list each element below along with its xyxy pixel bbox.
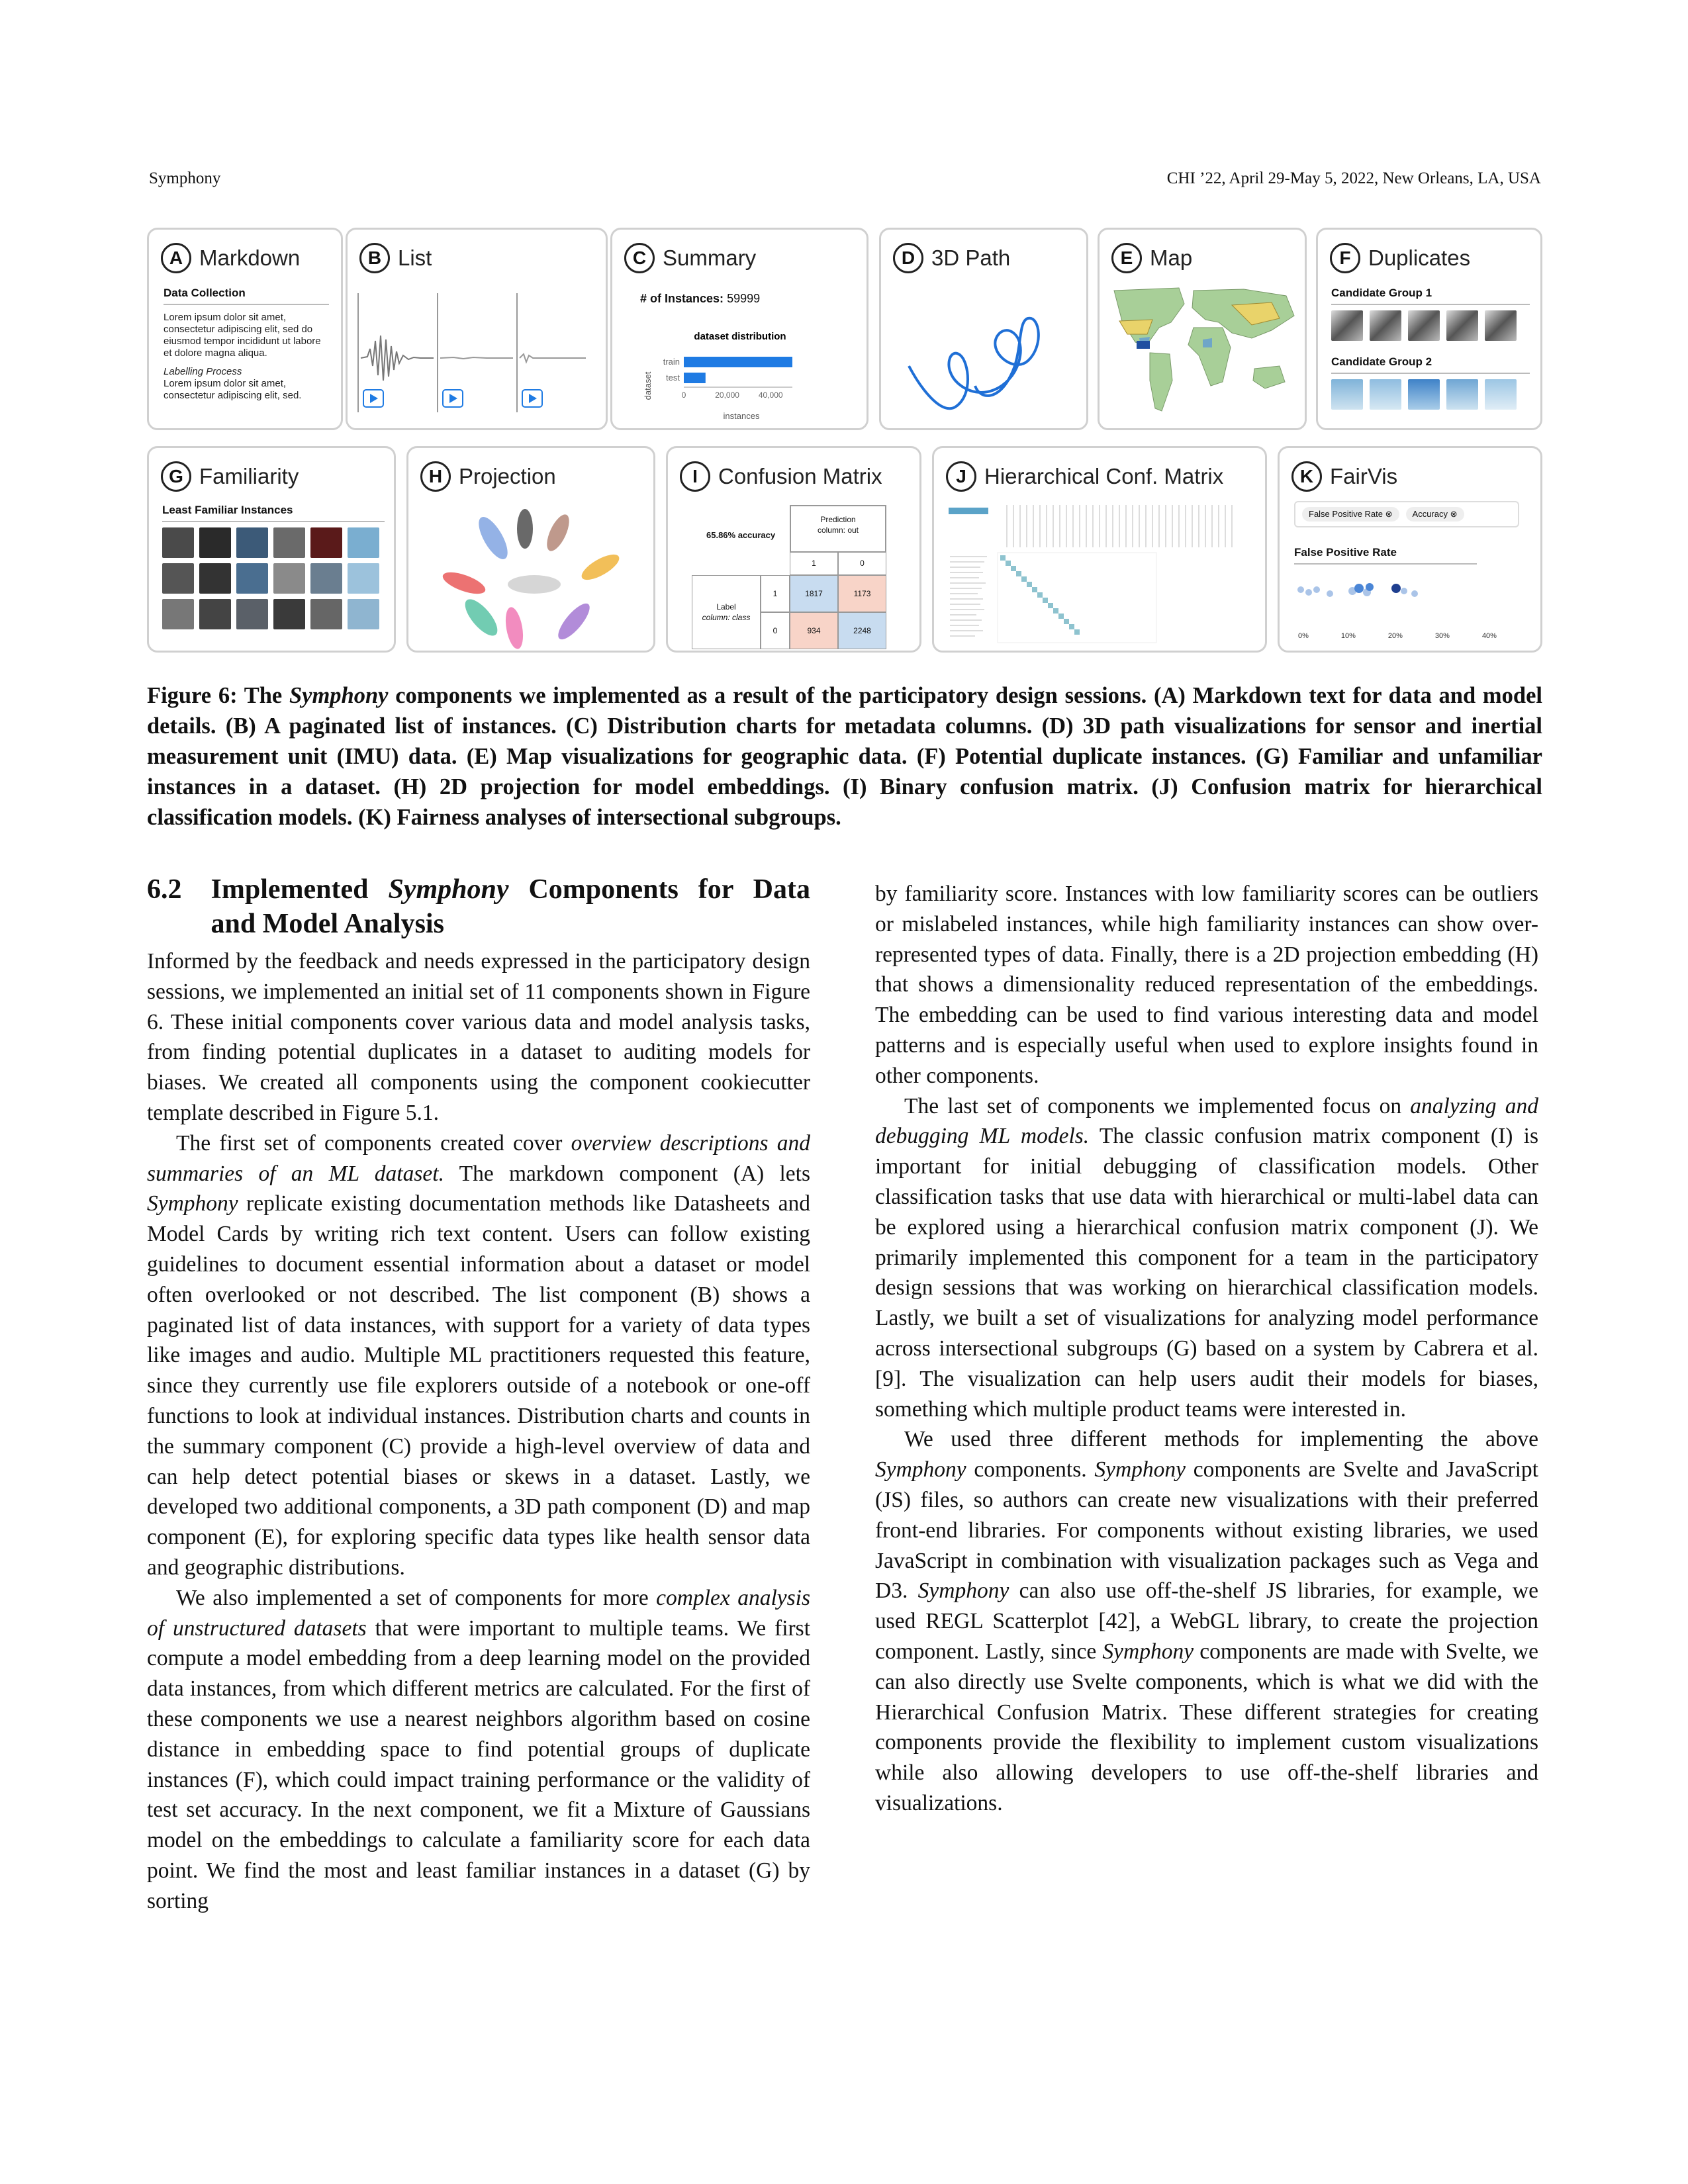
card-title: Map [1150, 246, 1193, 270]
tick-label: 40% [1481, 632, 1497, 640]
paragraph [147, 1128, 810, 1583]
text-italic: complex analysis of unstructured datasets [147, 1585, 810, 1641]
chip-false-positive-rate[interactable] [1302, 507, 1399, 522]
text: that were important to multiple teams. We first compute a model embedding from a deep learning model on the provided data instances, from which different metrics are calculated. For the first of these components we use a nearest neighbors algorithm based on cosine distance in embedding space to find potential groups of duplicate instances (F), which could impact training performance or the validity of test set accuracy. In the next component, we fit a Mixture of Gaussians model on the embeddings to calculate a familiarity score for each data point. We find the most and least familiar instances in a dataset (G) by sorting [147, 1615, 811, 1913]
duplicate-thumb[interactable] [1408, 310, 1440, 341]
play-icon[interactable] [443, 390, 463, 407]
world-map [1106, 281, 1305, 420]
category-label: test [666, 373, 680, 383]
text: components. [966, 1457, 1095, 1482]
text: We also implemented a set of components for more [176, 1585, 657, 1610]
card-title: FairVis [1330, 464, 1398, 488]
instance-thumb[interactable] [310, 563, 342, 594]
text-italic: Symphony [875, 1457, 966, 1482]
card-letter: J [946, 461, 976, 492]
instance-thumb[interactable] [273, 599, 305, 629]
instance-thumb[interactable] [236, 599, 268, 629]
waveform-3 [520, 354, 586, 362]
paragraph [147, 1583, 810, 1917]
instance-thumb[interactable] [162, 599, 194, 629]
card-duplicates [1316, 228, 1542, 430]
text: replicate existing documentation methods like Datasheets and Model Cards by writing rich text content. Users can follow existing guidelines to document essential information about a dataset or model often overlooked or not described. The list component (B) shows a paginated list of data instances, with support for a variety of data types like images and audio. Multiple ML practitioners requested this feature, since they currently use file explorers outside of a notebook or one-off functions to look at individual instances. Distribution charts and counts in the summary component (C) provide a high-level overview of data and can help detect potential biases or skews in a dataset. Lastly, we developed two additional components, a 3D path component (D) and map component (E), for exploring specific data types like health sensor data and geographic distributions. [147, 1191, 810, 1580]
label-column: column: class [702, 613, 751, 622]
waveform-2 [440, 357, 513, 359]
cell-1-1[interactable]: 1817 [790, 575, 838, 612]
row-headers [761, 575, 790, 649]
running-header-left: Symphony [149, 169, 221, 187]
card-letter: A [161, 243, 191, 273]
card-summary [610, 228, 868, 430]
duplicate-thumb[interactable] [1331, 379, 1363, 410]
duplicate-thumb[interactable] [1446, 379, 1478, 410]
instances-value: 59999 [727, 292, 761, 305]
card-markdown [147, 228, 343, 430]
card-letter: F [1330, 243, 1360, 273]
chart-title: dataset distribution [694, 331, 786, 342]
card-hierarchical-matrix [932, 446, 1267, 653]
play-icon[interactable] [363, 390, 383, 407]
label-header [692, 575, 761, 649]
prediction-header [790, 505, 886, 553]
card-letter: D [893, 243, 923, 273]
instance-thumb[interactable] [199, 599, 231, 629]
card-projection [406, 446, 655, 653]
text: can also use off-the-shelf JS libraries, for example, we used REGL Scatterplot [42], a WebGL library, to create the projection component. Lastly, since [875, 1578, 1538, 1664]
tick-label: 30% [1434, 632, 1450, 640]
text: The markdown component (A) lets [444, 1161, 810, 1186]
section-title-a: Implemented [211, 874, 389, 905]
paragraph: by familiarity score. Instances with low familiarity scores can be outliers or mislabeled instances, while high familiarity instances can show over-represented types of data. Finally, there is a 2D projection embedding (H) that shows a dimensionality reduced representation of the embeddings. The embedding can be used to find various interesting data and model patterns and is especially useful when used to explore insights found in other components. [875, 882, 1538, 1088]
card-fairvis [1278, 446, 1542, 653]
col-header-1: 1 [790, 551, 838, 575]
x-tick-label: 0 [681, 390, 686, 400]
text: We used three different methods for implementing the above [904, 1427, 1538, 1452]
instance-thumb[interactable] [273, 563, 305, 594]
chip-accuracy[interactable] [1406, 507, 1464, 522]
map-highlight [1137, 341, 1150, 349]
label-label: Label [716, 602, 736, 612]
duplicate-thumb[interactable] [1408, 379, 1440, 410]
tick-label: 10% [1340, 632, 1356, 640]
duplicate-thumb[interactable] [1485, 379, 1517, 410]
instance-thumb[interactable] [162, 527, 194, 558]
tick-label: 20% [1387, 632, 1403, 640]
figure-caption [147, 680, 1542, 833]
duplicate-thumb[interactable] [1485, 310, 1517, 341]
row-header-1: 1 [761, 575, 790, 612]
duplicate-thumb[interactable] [1331, 310, 1363, 341]
card-title: Confusion Matrix [718, 464, 882, 488]
markdown-subhead: Labelling Process [164, 366, 242, 377]
right-column [875, 879, 1538, 1819]
bar-train[interactable] [684, 357, 792, 367]
section-title [211, 872, 811, 941]
duplicate-thumb[interactable] [1370, 310, 1401, 341]
group-1-thumbs [1331, 310, 1530, 341]
3d-path-plot [881, 289, 1086, 428]
markdown-body: Lorem ipsum dolor sit amet, consectetur adipiscing elit, sed do eiusmod tempor incididunt ut labore et dolore magna aliqua. [164, 312, 321, 359]
text: components are made with Svelte, we can also directly use Svelte components, which is what we did with the Hierarchical Confusion Matrix. These different strategies for creating components provide the flexibility to implement custom visualizations while also allowing developers to use off-the-shelf libraries and visualizations. [875, 1639, 1538, 1815]
paragraph [875, 1424, 1538, 1818]
instance-thumb[interactable] [236, 527, 268, 558]
text: The first set of components created cover [176, 1130, 571, 1156]
summary-bar-chart [612, 329, 868, 422]
text-italic: Symphony [1094, 1457, 1186, 1482]
metric-selector[interactable] [1294, 501, 1519, 527]
instance-thumb[interactable] [236, 563, 268, 594]
metric-heading: False Positive Rate [1294, 546, 1397, 559]
accuracy-label: 65.86% accuracy [706, 530, 776, 540]
instance-thumb[interactable] [162, 563, 194, 594]
duplicate-thumb[interactable] [1370, 379, 1401, 410]
instance-thumb[interactable] [348, 527, 379, 558]
chip-label: False Positive Rate [1309, 509, 1383, 519]
card-title: List [398, 246, 432, 270]
x-tick-label: 20,000 [715, 390, 739, 400]
card-letter: H [420, 461, 451, 492]
card-title: Summary [663, 246, 757, 270]
cell-0-0[interactable]: 2248 [838, 612, 886, 649]
card-title: Duplicates [1368, 246, 1471, 270]
card-title: Projection [459, 464, 556, 488]
text: The classic confusion matrix component (I) is important for initial debugging of classification models. Other classification tasks that use data with hierarchical or multi-label data can be explored using a hierarchical confusion matrix component (J). We primarily implemented this component for a team in the participatory design sessions that was working on hierarchical classification models. Lastly, we built a set of visualizations for analyzing model performance across intersectional subgroups (G) based on a system by Cabrera et al. [9]. The visualization can help users audit their models for biases, something which multiple product teams were interested in. [875, 1124, 1538, 1422]
card-3d-path [879, 228, 1088, 430]
markdown-heading: Data Collection [164, 287, 246, 299]
figure-6 [147, 228, 1542, 658]
cell-0-1[interactable]: 934 [790, 612, 838, 649]
card-title: Hierarchical Conf. Matrix [984, 464, 1224, 488]
tick-label: 0% [1298, 632, 1309, 640]
text-italic: Symphony [1102, 1639, 1194, 1664]
prediction-column: column: out [817, 525, 859, 535]
section-heading [147, 872, 810, 941]
x-tick-label: 40,000 [758, 390, 783, 400]
card-title: Markdown [199, 246, 301, 270]
duplicate-thumb[interactable] [1446, 310, 1478, 341]
fairvis-strip [1286, 580, 1542, 620]
instance-thumb[interactable] [199, 527, 231, 558]
paragraph: Informed by the feedback and needs expressed in the participatory design sessions, we implemented an initial set of 11 components shown in Figure 6. These initial components cover various data and model analysis tasks, from finding potential duplicates in a dataset to auditing models for biases. We created all components using the component cookiecutter template described in Figure 5.1. [147, 949, 810, 1125]
card-map [1098, 228, 1307, 430]
instances-label: # of Instances: [640, 292, 724, 305]
card-letter: C [624, 243, 655, 273]
col-header-0: 0 [838, 551, 886, 575]
text-italic: Symphony [917, 1578, 1009, 1604]
familiarity-heading: Least Familiar Instances [162, 504, 293, 516]
chart-x-label: instances [723, 411, 760, 421]
text-italic: analyzing and debugging ML models. [875, 1093, 1538, 1149]
text: The last set of components we implemented focus on [904, 1093, 1411, 1118]
group-2-label: Candidate Group 2 [1331, 355, 1432, 368]
waveform-1 [361, 336, 434, 381]
card-letter: B [359, 243, 390, 273]
familiarity-grid [162, 527, 385, 629]
prediction-label: Prediction [820, 515, 856, 524]
caption-lead: Figure 6: The [147, 683, 289, 708]
caption-symphony: Symphony [289, 683, 389, 708]
close-icon[interactable]: ⊗ [1385, 509, 1393, 519]
text: components are Svelte and JavaScript (JS) files, so authors can create new visualizations with their preferred front-end libraries. For components without existing libraries, we used JavaScript in combination with visualization packages such as Vega and D3. [875, 1457, 1538, 1604]
card-letter: I [680, 461, 710, 492]
card-title: Familiarity [199, 464, 299, 488]
cell-1-0[interactable]: 1173 [838, 575, 886, 612]
caption-text: components we implemented as a result of the participatory design sessions. (A) Markdown text for data and model details. (B) A paginated list of instances. (C) Distribution charts for metadata columns. (D) 3D path visualizations for sensor and inertial measurement unit (IMU) data. (E) Map visualizations for geographic data. (F) Potential duplicate instances. (G) Familiar and unfamiliar instances in a dataset. (H) 2D projection for model embeddings. (I) Binary confusion matrix. (J) Confusion matrix for hierarchical classification models. (K) Fairness analyses of intersectional subgroups. [147, 683, 1542, 830]
card-list [346, 228, 608, 430]
instance-thumb[interactable] [273, 527, 305, 558]
card-familiarity [147, 446, 396, 653]
confusion-grid [790, 551, 886, 649]
text-italic: overview descriptions and summaries of an ML dataset. [147, 1130, 811, 1186]
card-letter: K [1291, 461, 1322, 492]
bar-test[interactable] [684, 373, 706, 383]
play-icon[interactable] [522, 390, 542, 407]
fairvis-axis [1298, 632, 1497, 640]
instance-thumb[interactable] [348, 563, 379, 594]
instance-thumb[interactable] [310, 527, 342, 558]
running-header-right: CHI ’22, April 29-May 5, 2022, New Orleans, LA, USA [1166, 169, 1541, 187]
instance-thumb[interactable] [310, 599, 342, 629]
card-letter: G [161, 461, 191, 492]
instance-thumb[interactable] [199, 563, 231, 594]
section-title-b: Components for Data and Model Analysis [211, 874, 810, 939]
hierarchical-matrix-plot [934, 498, 1265, 651]
group-2-thumbs [1331, 379, 1530, 410]
close-icon[interactable]: ⊗ [1450, 509, 1458, 519]
category-label: train [663, 357, 680, 367]
card-title: 3D Path [931, 246, 1011, 270]
text-italic: Symphony [147, 1191, 238, 1216]
section-number: 6.2 [147, 874, 182, 905]
chart-y-label: dataset [643, 371, 653, 400]
card-confusion-matrix [666, 446, 921, 653]
paragraph [875, 1091, 1538, 1425]
chip-label: Accuracy [1412, 509, 1448, 519]
markdown-body-2: Lorem ipsum dolor sit amet, consectetur adipiscing elit, sed. [164, 378, 302, 401]
row-header-0: 0 [761, 612, 790, 649]
section-title-symphony: Symphony [388, 874, 509, 905]
group-1-label: Candidate Group 1 [1331, 287, 1432, 299]
instance-thumb[interactable] [348, 599, 379, 629]
projection-scatter [408, 498, 653, 651]
left-column [147, 872, 810, 1917]
audio-list [348, 293, 606, 426]
card-letter: E [1111, 243, 1142, 273]
